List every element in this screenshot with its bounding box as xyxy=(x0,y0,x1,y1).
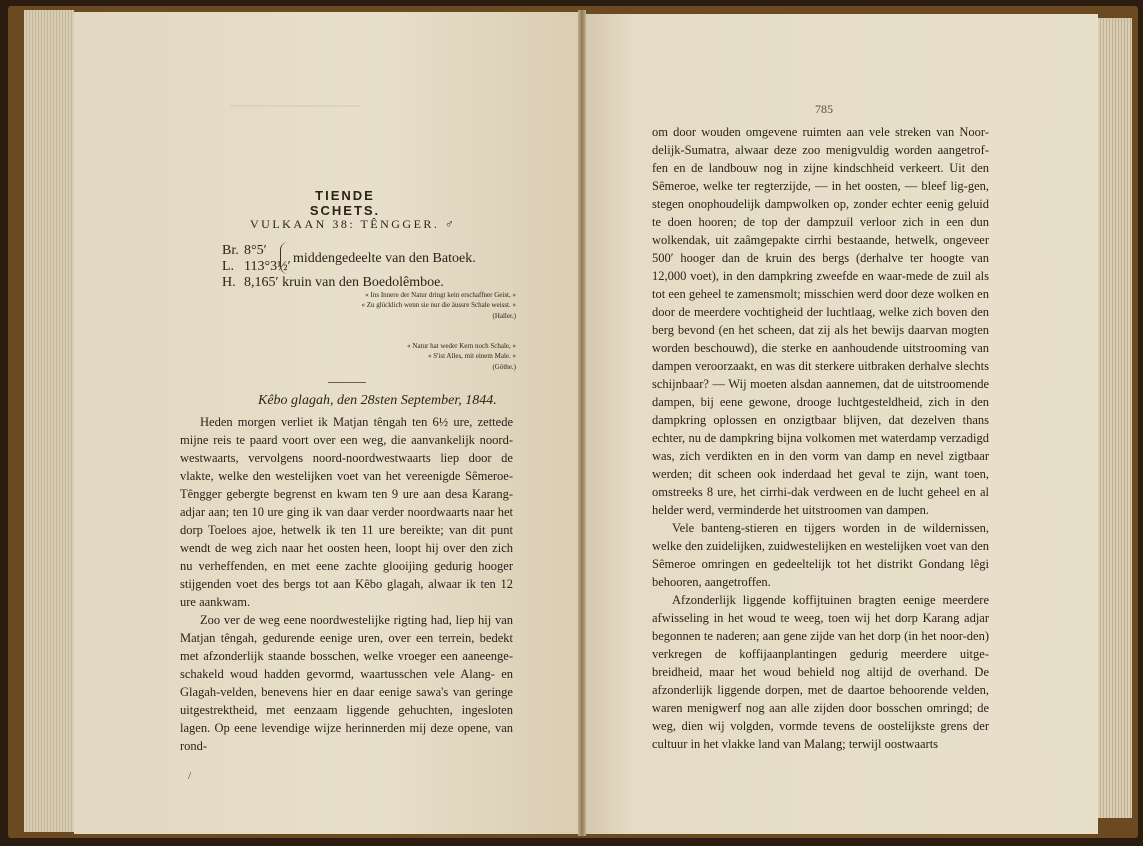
epigraph-attribution: (Göthe.) xyxy=(492,363,516,371)
bleed-through-mark xyxy=(230,105,360,107)
epigraph-goethe xyxy=(340,341,516,372)
chapter-heading: TIENDE SCHETS. xyxy=(309,188,381,218)
coordinate-value: 113°3½′ xyxy=(244,259,291,274)
epigraph-attribution: (Haller.) xyxy=(492,312,516,320)
brace-annotation: middengedeelte van den Batoek. xyxy=(293,251,476,266)
paragraph: Afzonderlijk liggende koffijtuinen bragten eenige meerdere afwisseling in het woud te weeg, toen wij het dorp Karang adjar begonnen te naderen; aan gene zijde van het dorp (in het noor-den) verkregen de koffijaanplantingen gedurig meerdere uitge-breidheid, maar het woud behield nog altijd de overhand. De afzonderlijk liggende dorpen, met de daartoe behoorende velden, waren menigwerf nog aan alle zijden door bosschen omringd; de weg, dien wij volgden, vormde tevens de oostelijkste grens der cultuur in het vlakke land van Malang; terwijl oostwaarts xyxy=(652,593,989,751)
right-body-text xyxy=(652,123,989,753)
paragraph: Heden morgen verliet ik Matjan têngah ten 6½ ure, zettede mijne reis te paard voort over een weg, die aanvankelijk noord-westwaarts, vervolgens noord-noordwestwaarts liep door de vlakte, welke den westelijken voet van het vereenigde Sêmeroe-Têngger gebergte begrenst en kwam ten 9 ure aan desa Karang-adjar aan; ten 10 ure ging ik van daar verder noordwaarts naar het dorp Toeloes ajoe, hetwelk ik ten 11 ure bereikte; van dit punt wendt de weg zich naar het oosten heen, loopt hij over den zich nu verheffenden, en met eene zachte glooijing gedurig hooger stijgenden voet des bergs tot aan Kêbo glagah, alwaar ik ten 12 ure aankwam. xyxy=(180,415,513,609)
coordinate-value: 8°5′ xyxy=(244,243,267,258)
epigraph-line: « Ins Innere der Natur dringt kein erschaffner Geist, » xyxy=(365,291,516,299)
epigraph-line: « Natur hat weder Kern noch Schale, » xyxy=(407,342,516,350)
coordinate-key: Br. xyxy=(222,243,239,258)
left-body-text xyxy=(180,413,513,755)
epigraph-line: « S'ist Alles, mit einem Male. » xyxy=(428,352,516,360)
dateline: Kêbo glagah, den 28sten September, 1844. xyxy=(258,393,497,408)
coordinate-key: H. xyxy=(222,275,236,290)
divider-rule xyxy=(328,382,366,383)
paragraph: om door wouden omgevene ruimten aan vele streken van Noor-delijk-Sumatra, alwaar deze zoo menigvuldig worden aangetrof-fen en de landbouw nog in zijne kindschheid verkeert. Uit den Sêmeroe, welke ter regterzijde, — in het oosten, — bleef lig-gen, stegen onophoudelijk dampwolken op, zonder echter eenig geluid te doen hooren; de top der dampzuil verloor zich in een dun wolkendak, uit zaâmgepakte cirrhi bestaande, hetwelk, ongeveer 500′ hooger dan de kruin des bergs (derhalve ter hoogte van 12,000 voet), in den dampkring zweefde en waar-mede de zuil als tot een geheel te zamensmolt; misschien werd door deze wolken en door de meerdere vochtigheid der luchtlaag, welke zich boven den berg bevond (en het scheen, dat zij als het bewijs daarvan mogten worden beschouwd), die sterke en aanhoudende uitstrooming van dampen veroorzaakt, en was dit sterkere uitbraken derhalve slechts schijnbaar? — Wij moeten alsdan aannemen, dat de uitstroomende dampen, bij eene gewone, drooge luchtgesteldheid, zich in den dampkring oplossen en onzigtbaar blijven, dat dezelven thans echter, nu de dampkring bijna volkomen met waterdamp verzadigd was, zich verdikten en in den vorm van damp en nevel zigtbaar werden; dit scheen ook inderdaad het geval te zijn, want toen, omstreeks 8 ure, het cirrhi-dak verdween en de lucht geheel en al helder werd, verminderde het uitstroomen van dampen. xyxy=(652,125,989,517)
book-gutter xyxy=(578,10,586,836)
curly-brace xyxy=(280,242,288,274)
page-edges-right xyxy=(1098,18,1132,818)
paragraph: Zoo ver de weg eene noordwestelijke rigting had, liep hij van Matjan têngah, gedurende eenige uren, over een terrein, bedekt met afzonderlijk staande bosschen, welke vroeger een aaneenge-schakeld woud hadden gevormd, waartusschen vele Alang- en Glagah-velden, benevens hier en daar eenige sawa's van geringe uitgestrektheid, met eenzaam liggende gehuchten, ingesloten lagen. Op eene levendige wijze herinnerden mij deze opene, van rond- xyxy=(180,613,513,753)
epigraph-line: « Zu glücklich wenn sie nur die äussre Schale weisst. » xyxy=(361,301,516,309)
coordinate-value: 8,165′ kruin van den Boedolêmboe. xyxy=(244,275,444,290)
epigraph-haller xyxy=(300,290,516,321)
paragraph: Vele banteng-stieren en tijgers worden in de wildernissen, welke den zuidelijken, zuidwestelijken en westelijken voet van den Sêmeroe omringen en gedeeltelijk tot het distrikt Gondang lêgi behooren, aangetroffen. xyxy=(652,521,989,589)
coordinate-key: L. xyxy=(222,259,235,274)
pen-mark: / xyxy=(188,770,192,782)
chapter-subheading: VULKAAN 38: TÊNGGER. ♂ xyxy=(250,217,457,231)
page-edges-left xyxy=(24,10,74,832)
coordinate-height xyxy=(222,275,444,291)
page-number: 785 xyxy=(815,102,833,116)
